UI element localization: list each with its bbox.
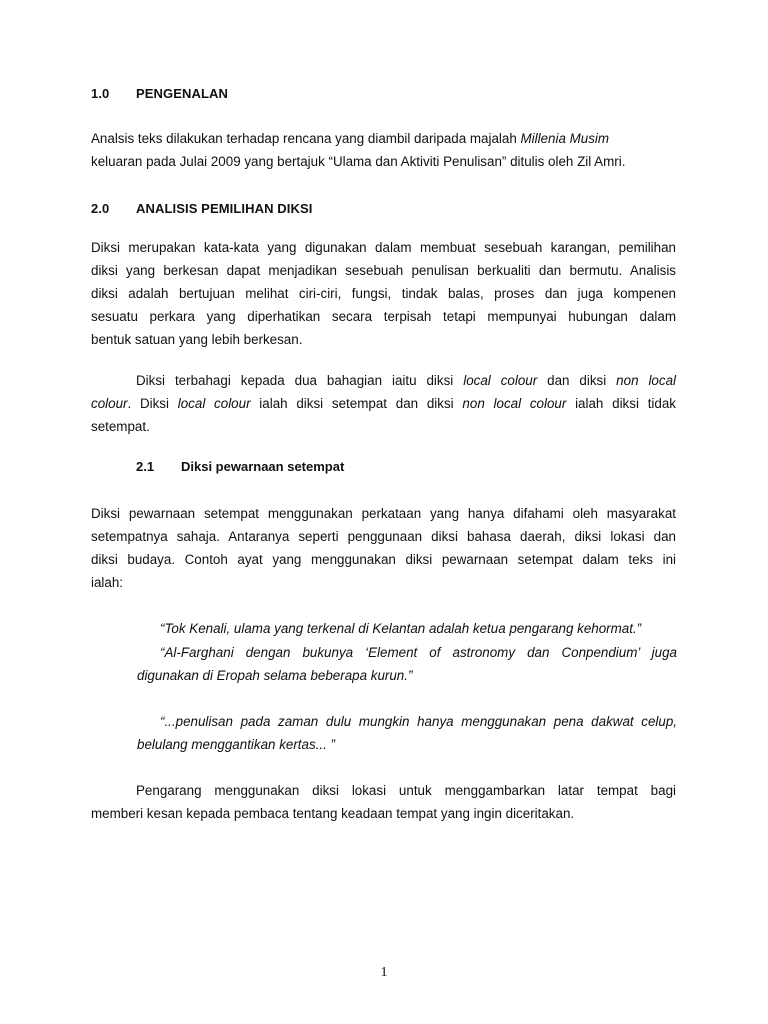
local-colour-paragraph xyxy=(91,502,676,594)
example-quote-3 xyxy=(137,710,677,756)
paragraph-line: Pengarang menggunakan diksi lokasi untuk menggambarkan latar tempat bagi xyxy=(136,783,676,798)
term: non local xyxy=(616,373,677,388)
quote-line: belulang menggantikan kertas... ” xyxy=(137,737,336,752)
quote-line: digunakan di Eropah selama beberapa kurun.” xyxy=(137,668,413,683)
page-number: 1 xyxy=(380,965,388,980)
text-run: . Diksi xyxy=(127,396,178,411)
section-number: 2.0 xyxy=(91,201,110,216)
section-number: 1.0 xyxy=(91,86,110,101)
section-title: PENGENALAN xyxy=(136,86,229,101)
subsection-number: 2.1 xyxy=(136,459,155,474)
diksi-paragraph xyxy=(91,236,676,351)
paragraph-line: sesuatu perkara yang diperhatikan secara terpisah tetapi mempunyai hubungan dalam xyxy=(91,309,676,324)
paragraph-line: diksi adalah bertujuan melihat ciri-ciri, fungsi, tindak balas, proses dan juga kompenen xyxy=(91,286,676,301)
term: local colour xyxy=(177,396,251,411)
example-quote-1 xyxy=(137,617,677,640)
section-heading-2 xyxy=(91,201,312,216)
intro-paragraph xyxy=(91,127,676,173)
paragraph-line xyxy=(91,127,676,150)
subsection-title: Diksi pewarnaan setempat xyxy=(181,459,345,474)
term: colour xyxy=(91,396,128,411)
text-run: ialah diksi tidak xyxy=(566,396,676,411)
magazine-title: Millenia Musim xyxy=(520,131,610,146)
location-diksi-paragraph xyxy=(91,779,676,825)
paragraph-line: memberi kesan kepada pembaca tentang keadaan tempat yang ingin diceritakan. xyxy=(91,806,575,821)
section-heading-1 xyxy=(91,86,228,101)
paragraph-line: Diksi merupakan kata-kata yang digunakan dalam membuat sesebuah karangan, pemilihan xyxy=(91,240,676,255)
text-run: ialah diksi setempat dan diksi xyxy=(250,396,463,411)
term: local colour xyxy=(463,373,538,388)
example-quote-2 xyxy=(137,641,677,687)
quote-line: “...penulisan pada zaman dulu mungkin hanya menggunakan pena dakwat celup, xyxy=(160,714,677,729)
subsection-heading-2-1 xyxy=(136,459,344,474)
paragraph-line: setempat. xyxy=(91,419,150,434)
paragraph-line: bentuk satuan yang lebih berkesan. xyxy=(91,332,303,347)
text-run: dan diksi xyxy=(537,373,617,388)
section-title: ANALISIS PEMILIHAN DIKSI xyxy=(136,201,313,216)
paragraph-line: setempatnya sahaja. Antaranya seperti penggunaan diksi bahasa daerah, diksi lokasi dan xyxy=(91,529,676,544)
quote-line: “Al-Farghani dengan bukunya ‘Element of astronomy dan Conpendium’ juga xyxy=(160,645,677,660)
paragraph-line: ialah: xyxy=(91,575,124,590)
diksi-types-paragraph xyxy=(91,369,676,438)
quote-line: “Tok Kenali, ulama yang terkenal di Kelantan adalah ketua pengarang kehormat.” xyxy=(160,621,642,636)
paragraph-line: diksi budaya. Contoh ayat yang menggunakan diksi pewarnaan setempat dalam teks ini xyxy=(91,552,676,567)
paragraph-line xyxy=(91,392,676,415)
term: non local colour xyxy=(462,396,567,411)
paragraph-line: diksi yang berkesan dapat menjadikan sesebuah penulisan berkualiti dan bermutu. Analisis xyxy=(91,263,676,278)
text-run: Diksi terbahagi kepada dua bahagian iaitu diksi xyxy=(136,373,464,388)
paragraph-line xyxy=(91,369,676,392)
paragraph-line: Diksi pewarnaan setempat menggunakan perkataan yang hanya difahami oleh masyarakat xyxy=(91,506,676,521)
text-run: Analsis teks dilakukan terhadap rencana yang diambil daripada majalah xyxy=(91,131,521,146)
paragraph-line: keluaran pada Julai 2009 yang bertajuk “Ulama dan Aktiviti Penulisan” ditulis oleh Zil Amri. xyxy=(91,154,626,169)
